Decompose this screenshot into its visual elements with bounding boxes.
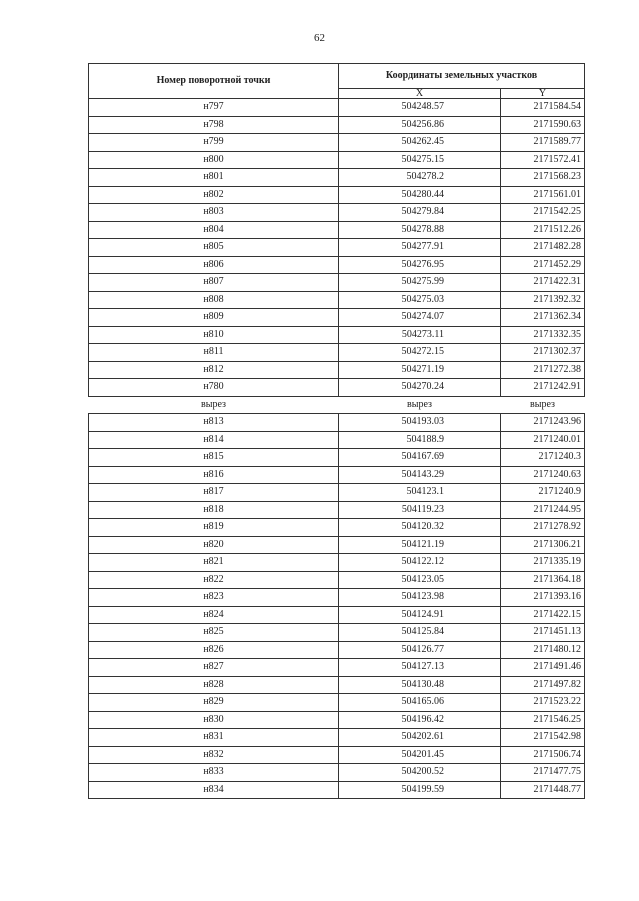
cell-point: н802 bbox=[89, 186, 339, 204]
cell-x: 504276.95 bbox=[339, 256, 501, 274]
cell-point: н831 bbox=[89, 729, 339, 747]
cell-x: 504274.07 bbox=[339, 309, 501, 327]
cell-x: 504123.98 bbox=[339, 589, 501, 607]
header-point-number: Номер поворотной точки bbox=[89, 64, 339, 99]
cell-x: 504127.13 bbox=[339, 659, 501, 677]
cell-point: н827 bbox=[89, 659, 339, 677]
cell-x: 504273.11 bbox=[339, 326, 501, 344]
cell-point: н809 bbox=[89, 309, 339, 327]
cell-x: 504278.88 bbox=[339, 221, 501, 239]
cell-point: н825 bbox=[89, 624, 339, 642]
cell-x: 504120.32 bbox=[339, 519, 501, 537]
cell-point: н828 bbox=[89, 676, 339, 694]
table-row bbox=[89, 326, 585, 344]
cell-x: 504275.15 bbox=[339, 151, 501, 169]
cell-x: 504165.06 bbox=[339, 694, 501, 712]
cell-x: вырез bbox=[339, 396, 501, 414]
cell-x: 504193.03 bbox=[339, 414, 501, 432]
table-row bbox=[89, 291, 585, 309]
cell-x: 504130.48 bbox=[339, 676, 501, 694]
table-row bbox=[89, 606, 585, 624]
cell-x: 504196.42 bbox=[339, 711, 501, 729]
header-coordinates: Координаты земельных участков bbox=[339, 64, 585, 89]
cell-y: 2171561.01 bbox=[501, 186, 585, 204]
cell-y: 2171422.15 bbox=[501, 606, 585, 624]
cell-x: 504280.44 bbox=[339, 186, 501, 204]
cell-y: 2171332.35 bbox=[501, 326, 585, 344]
cell-point: н801 bbox=[89, 169, 339, 187]
cell-point: н818 bbox=[89, 501, 339, 519]
cell-x: 504122.12 bbox=[339, 554, 501, 572]
cell-x: 504275.03 bbox=[339, 291, 501, 309]
table-row bbox=[89, 781, 585, 799]
table-row bbox=[89, 501, 585, 519]
cell-x: 504270.24 bbox=[339, 379, 501, 397]
table-row bbox=[89, 764, 585, 782]
cell-x: 504119.23 bbox=[339, 501, 501, 519]
cell-y: 2171568.23 bbox=[501, 169, 585, 187]
cell-point: н807 bbox=[89, 274, 339, 292]
table-row bbox=[89, 554, 585, 572]
table-row bbox=[89, 134, 585, 152]
cell-y: 2171392.32 bbox=[501, 291, 585, 309]
cell-y: 2171272.38 bbox=[501, 361, 585, 379]
table-row bbox=[89, 169, 585, 187]
cell-point: н832 bbox=[89, 746, 339, 764]
cell-x: 504202.61 bbox=[339, 729, 501, 747]
cell-point: н816 bbox=[89, 466, 339, 484]
cell-point: н806 bbox=[89, 256, 339, 274]
table-row bbox=[89, 729, 585, 747]
table-row bbox=[89, 379, 585, 397]
table-row bbox=[89, 676, 585, 694]
cell-x: 504124.91 bbox=[339, 606, 501, 624]
cell-y: 2171335.19 bbox=[501, 554, 585, 572]
cell-y: 2171240.01 bbox=[501, 431, 585, 449]
table-row bbox=[89, 624, 585, 642]
cell-point: н834 bbox=[89, 781, 339, 799]
cell-point: н811 bbox=[89, 344, 339, 362]
cell-y: 2171240.63 bbox=[501, 466, 585, 484]
cell-point: н814 bbox=[89, 431, 339, 449]
cell-y: 2171243.96 bbox=[501, 414, 585, 432]
table-row bbox=[89, 466, 585, 484]
cell-y: 2171364.18 bbox=[501, 571, 585, 589]
cell-point: н803 bbox=[89, 204, 339, 222]
cell-point: н830 bbox=[89, 711, 339, 729]
cell-y: 2171477.75 bbox=[501, 764, 585, 782]
cell-y: 2171491.46 bbox=[501, 659, 585, 677]
page-number: 62 bbox=[314, 32, 325, 44]
cell-y: 2171572.41 bbox=[501, 151, 585, 169]
cell-x: 504278.2 bbox=[339, 169, 501, 187]
cell-y: вырез bbox=[501, 396, 585, 414]
cell-y: 2171242.91 bbox=[501, 379, 585, 397]
cell-x: 504272.15 bbox=[339, 344, 501, 362]
cell-y: 2171448.77 bbox=[501, 781, 585, 799]
cell-x: 504256.86 bbox=[339, 116, 501, 134]
cell-x: 504123.1 bbox=[339, 484, 501, 502]
cell-x: 504200.52 bbox=[339, 764, 501, 782]
table-row bbox=[89, 484, 585, 502]
table-row bbox=[89, 449, 585, 467]
table-row bbox=[89, 274, 585, 292]
cell-y: 2171240.3 bbox=[501, 449, 585, 467]
table-row bbox=[89, 116, 585, 134]
cell-x: 504167.69 bbox=[339, 449, 501, 467]
cell-point: н833 bbox=[89, 764, 339, 782]
cell-point: н800 bbox=[89, 151, 339, 169]
table-row bbox=[89, 659, 585, 677]
cell-x: 504126.77 bbox=[339, 641, 501, 659]
cell-y: 2171542.98 bbox=[501, 729, 585, 747]
table-row bbox=[89, 221, 585, 239]
cell-y: 2171482.28 bbox=[501, 239, 585, 257]
table-row bbox=[89, 256, 585, 274]
cell-x: 504275.99 bbox=[339, 274, 501, 292]
cell-point: вырез bbox=[89, 396, 339, 414]
cell-point: н810 bbox=[89, 326, 339, 344]
cell-point: н804 bbox=[89, 221, 339, 239]
cell-x: 504248.57 bbox=[339, 99, 501, 117]
cell-y: 2171523.22 bbox=[501, 694, 585, 712]
cell-y: 2171393.16 bbox=[501, 589, 585, 607]
table-row bbox=[89, 571, 585, 589]
cell-y: 2171546.25 bbox=[501, 711, 585, 729]
table-row bbox=[89, 711, 585, 729]
table-row bbox=[89, 414, 585, 432]
cell-y: 2171480.12 bbox=[501, 641, 585, 659]
cell-point: н822 bbox=[89, 571, 339, 589]
cell-y: 2171584.54 bbox=[501, 99, 585, 117]
cell-y: 2171589.77 bbox=[501, 134, 585, 152]
cell-point: н815 bbox=[89, 449, 339, 467]
cell-point: н824 bbox=[89, 606, 339, 624]
cell-y: 2171506.74 bbox=[501, 746, 585, 764]
cell-y: 2171362.34 bbox=[501, 309, 585, 327]
table-row bbox=[89, 344, 585, 362]
cell-x: 504199.59 bbox=[339, 781, 501, 799]
cell-x: 504201.45 bbox=[339, 746, 501, 764]
cell-point: н797 bbox=[89, 99, 339, 117]
cell-x: 504277.91 bbox=[339, 239, 501, 257]
cell-y: 2171278.92 bbox=[501, 519, 585, 537]
cell-x: 504271.19 bbox=[339, 361, 501, 379]
cell-y: 2171497.82 bbox=[501, 676, 585, 694]
cell-y: 2171244.95 bbox=[501, 501, 585, 519]
cell-point: н808 bbox=[89, 291, 339, 309]
cell-x: 504188.9 bbox=[339, 431, 501, 449]
cell-y: 2171451.13 bbox=[501, 624, 585, 642]
table-row bbox=[89, 309, 585, 327]
table-row bbox=[89, 204, 585, 222]
table-row bbox=[89, 151, 585, 169]
cell-point: н799 bbox=[89, 134, 339, 152]
cell-x: 504125.84 bbox=[339, 624, 501, 642]
coordinates-table bbox=[88, 63, 585, 799]
table-row bbox=[89, 641, 585, 659]
table-row bbox=[89, 99, 585, 117]
cell-y: 2171512.26 bbox=[501, 221, 585, 239]
cell-point: н829 bbox=[89, 694, 339, 712]
cell-x: 504123.05 bbox=[339, 571, 501, 589]
table-row bbox=[89, 361, 585, 379]
cell-point: н805 bbox=[89, 239, 339, 257]
cell-y: 2171590.63 bbox=[501, 116, 585, 134]
table-row bbox=[89, 746, 585, 764]
cell-point: н817 bbox=[89, 484, 339, 502]
table-row bbox=[89, 519, 585, 537]
table-row bbox=[89, 536, 585, 554]
cell-y: 2171240.9 bbox=[501, 484, 585, 502]
cell-y: 2171422.31 bbox=[501, 274, 585, 292]
table-row bbox=[89, 431, 585, 449]
cell-point: н826 bbox=[89, 641, 339, 659]
table-row bbox=[89, 694, 585, 712]
cell-point: н819 bbox=[89, 519, 339, 537]
cell-point: н813 bbox=[89, 414, 339, 432]
table-row bbox=[89, 396, 585, 414]
cell-y: 2171306.21 bbox=[501, 536, 585, 554]
cell-point: н820 bbox=[89, 536, 339, 554]
header-y: Y bbox=[501, 89, 585, 99]
cell-x: 504121.19 bbox=[339, 536, 501, 554]
cell-x: 504143.29 bbox=[339, 466, 501, 484]
table-row bbox=[89, 239, 585, 257]
cell-y: 2171452.29 bbox=[501, 256, 585, 274]
cell-x: 504279.84 bbox=[339, 204, 501, 222]
header-x: X bbox=[339, 89, 501, 99]
cell-x: 504262.45 bbox=[339, 134, 501, 152]
table-row bbox=[89, 589, 585, 607]
cell-point: н812 bbox=[89, 361, 339, 379]
table-row bbox=[89, 186, 585, 204]
table-body bbox=[89, 99, 585, 799]
cell-point: н821 bbox=[89, 554, 339, 572]
cell-point: н780 bbox=[89, 379, 339, 397]
cell-y: 2171302.37 bbox=[501, 344, 585, 362]
cell-point: н823 bbox=[89, 589, 339, 607]
cell-point: н798 bbox=[89, 116, 339, 134]
cell-y: 2171542.25 bbox=[501, 204, 585, 222]
